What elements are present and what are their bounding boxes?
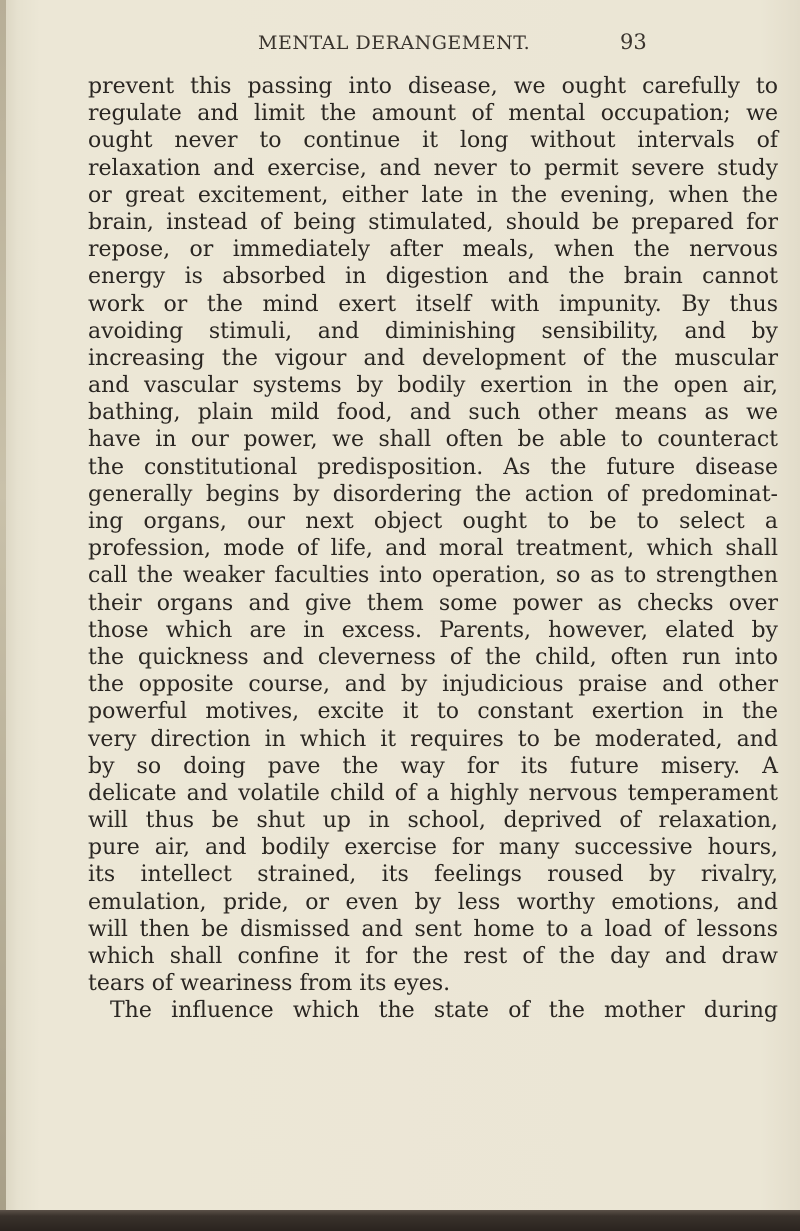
text-line: avoiding stimuli, and diminishing sensibility, and by xyxy=(88,318,778,344)
running-head xyxy=(88,22,776,62)
text-line: prevent this passing into disease, we ought carefully to xyxy=(88,74,778,99)
text-line: their organs and give them some power as checks over xyxy=(88,590,778,616)
text-line: its intellect strained, its feelings roused by rivalry, xyxy=(88,862,778,888)
text-line: generally begins by disordering the action of predominat- xyxy=(88,481,778,507)
running-head-title: MENTAL DERANGEMENT. xyxy=(258,32,531,54)
text-line: repose, or immediately after meals, when the nervous xyxy=(88,237,778,263)
text-line: and vascular systems by bodily exertion in the open air, xyxy=(88,373,778,399)
text-line: which shall confine it for the rest of the day and draw xyxy=(88,944,778,969)
text-line: the quickness and cleverness of the child, often run into xyxy=(88,644,778,670)
text-line: powerful motives, excite it to constant exertion in the xyxy=(88,699,778,725)
paragraph-start-line: The influence which the state of the mother during xyxy=(110,998,778,1024)
text-line: ought never to continue it long without intervals of xyxy=(88,128,778,154)
body-text xyxy=(88,73,778,1025)
text-line: work or the mind exert itself with impunity. By thus xyxy=(88,291,778,317)
text-line: pure air, and bodily exercise for many successive hours, xyxy=(88,835,778,861)
text-line: brain, instead of being stimulated, should be prepared for xyxy=(88,209,778,235)
text-line: profession, mode of life, and moral treatment, which shall xyxy=(88,536,778,562)
text-line: or great excitement, either late in the evening, when the xyxy=(88,182,778,208)
text-line: will thus be shut up in school, deprived of relaxation, xyxy=(88,808,778,834)
paragraph-end-line: tears of weariness from its eyes. xyxy=(88,971,451,997)
text-line: regulate and limit the amount of mental occupation; we xyxy=(88,101,778,127)
text-line: the opposite course, and by injudicious praise and other xyxy=(88,672,778,698)
text-line: ing organs, our next object ought to be to select a xyxy=(88,509,778,534)
text-line: bathing, plain mild food, and such other means as we xyxy=(88,400,778,426)
text-line: emulation, pride, or even by less worthy emotions, and xyxy=(88,889,778,915)
text-line: by so doing pave the way for its future misery. A xyxy=(88,753,778,779)
page-bottom-edge xyxy=(0,1210,800,1231)
page-number: 93 xyxy=(620,30,647,54)
text-line: energy is absorbed in digestion and the brain cannot xyxy=(88,264,778,290)
text-line: increasing the vigour and development of the muscular xyxy=(88,345,778,371)
text-line: relaxation and exercise, and never to permit severe study xyxy=(88,155,778,181)
text-line: the constitutional predisposition. As the future disease xyxy=(88,454,778,480)
text-line: those which are in excess. Parents, however, elated by xyxy=(88,617,778,643)
text-line: have in our power, we shall often be able to counteract xyxy=(88,427,778,453)
text-line: very direction in which it requires to be moderated, and xyxy=(88,726,778,752)
text-line: call the weaker faculties into operation, so as to strengthen xyxy=(88,563,778,589)
text-line: will then be dismissed and sent home to a load of lessons xyxy=(88,916,778,942)
text-line: delicate and volatile child of a highly nervous temperament xyxy=(88,780,778,806)
page-gutter-shadow xyxy=(0,0,6,1231)
